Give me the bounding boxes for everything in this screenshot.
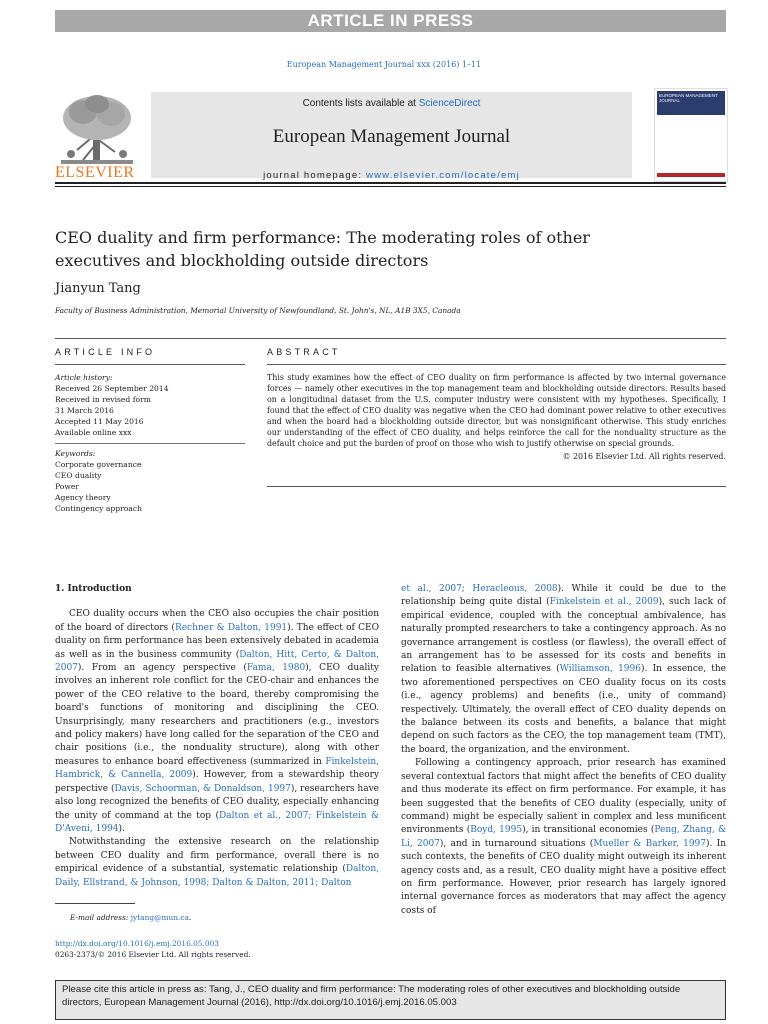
- article-info-heading: ARTICLE INFO: [55, 347, 156, 357]
- doi-link[interactable]: http://dx.doi.org/10.1016/j.emj.2016.05.003: [55, 939, 219, 948]
- reference-link[interactable]: Boyd, 1995: [470, 825, 523, 836]
- history-item: Received 26 September 2014: [55, 384, 169, 393]
- history-item: Available online xxx: [55, 428, 132, 437]
- reference-link[interactable]: Finkelstein et al., 2009: [549, 597, 659, 608]
- abstract-body: [267, 372, 726, 462]
- reference-link[interactable]: Rechner & Dalton, 1991: [174, 622, 288, 633]
- reference-link[interactable]: Davis, Schoorman, & Donaldson, 1997: [114, 783, 291, 794]
- homepage-line: journal homepage: www.elsevier.com/locate/emj: [263, 170, 520, 181]
- section-heading-introduction: 1. Introduction: [55, 584, 132, 594]
- reference-link[interactable]: Williamson, 1996: [559, 664, 641, 675]
- body-paragraph: Following a contingency approach, prior research has examined several contextual factors that might affect the benefits of CEO duality and thus moderate its effect on firm performance. For example, it has been suggested that the benefits of CEO duality (especially, unity of command) might be especially salient in complex and less munificent environments (Boyd, 1995), in transitional economies (Peng, Zhang, & Li, 2007), and in turnaround situations (Mueller & Barker, 1997). In such contexts, the benefits of CEO duality might outweigh its inherent agency costs and, as a result, CEO duality might have a positive effect on firm performance. However, prior research has largely ignored internal governance forces as moderators that may affect the agency costs of: [401, 758, 727, 916]
- body-column-left: [55, 583, 379, 890]
- journal-citation-link[interactable]: European Management Journal xxx (2016) 1–11: [286, 60, 482, 69]
- author-affiliation: Faculty of Business Administration, Memorial University of Newfoundland, St. John's, NL, A1B 3X5, Canada: [55, 306, 461, 315]
- issn-line: 0263-2373/© 2016 Elsevier Ltd. All rights reserved.: [55, 950, 251, 959]
- section-divider: [55, 338, 726, 339]
- body-paragraph: Notwithstanding the extensive research on the relationship between CEO duality and firm performance, overall there is no empirical evidence of a substantial, systematic relationship (Dalton, Daily, Ellstrand, & Johnson, 1998; Dalton & Dalton, 2011; Dalton: [55, 837, 379, 888]
- abstract-text: This study examines how the effect of CEO duality on firm performance is affected by two internal governance forces — namely other executives in the top management team and blockholding outside directors. Results based on a longitudinal dataset from the U.S. computer industry were consistent with my hypotheses. Specifically, I found that the effect of CEO duality was negative when the CEO had dominant power relative to other executives and when the board had a blockholding outside director, but was nonsignificant otherwise. This study enriches our understanding of the effect of CEO duality, and helps reinforce the call for the nonduality structure as the default choice and put the burden of proof on those who wish to justify otherwise on special grounds.: [267, 373, 726, 448]
- footnote-divider: [55, 903, 135, 904]
- history-label: Article history:: [55, 373, 113, 382]
- keyword-item: CEO duality: [55, 471, 102, 480]
- reference-link[interactable]: Mueller & Barker, 1997: [593, 838, 707, 849]
- history-item: Accepted 11 May 2016: [55, 417, 144, 426]
- article-info-divider: [55, 364, 245, 365]
- journal-homepage-link[interactable]: www.elsevier.com/locate/emj: [366, 170, 520, 181]
- journal-header: [55, 86, 726, 182]
- author-name[interactable]: Jianyun Tang: [55, 281, 141, 296]
- info-divider: [55, 443, 245, 444]
- abstract-bottom-divider: [267, 486, 726, 487]
- sciencedirect-link[interactable]: ScienceDirect: [418, 98, 481, 109]
- doi-block: [55, 938, 251, 960]
- citation-notice-box: Please cite this article in press as: Tang, J., CEO duality and firm performance: The moderating roles of other executives and blockholding outside directors, European Management Journal (2016), http://dx.doi.org/10.1016/j.emj.2016.05.003: [55, 980, 726, 1020]
- cover-title: EUROPEAN MANAGEMENT JOURNAL: [657, 91, 725, 115]
- contents-line: Contents lists available at ScienceDirect: [302, 98, 481, 109]
- keyword-item: Contingency approach: [55, 504, 142, 513]
- reference-link[interactable]: Finkelstein, Hambrick, & Cannella, 2009: [55, 756, 379, 781]
- header-divider-thin: [55, 186, 726, 187]
- journal-info-box: [151, 92, 632, 181]
- cover-stripe: [657, 173, 725, 177]
- author-email-footnote: E-mail address: jytang@mun.ca.: [70, 913, 192, 922]
- keywords-label: Keywords:: [55, 449, 96, 458]
- abstract-heading: ABSTRACT: [267, 347, 341, 357]
- header-divider: [55, 182, 726, 184]
- reference-link[interactable]: Dalton et al., 2007; Finkelstein & D'Aveni, 1994: [55, 810, 379, 834]
- body-column-right: [401, 583, 726, 918]
- history-item: Received in revised form: [55, 395, 151, 404]
- keyword-item: Agency theory: [55, 493, 111, 502]
- article-in-press-banner: ARTICLE IN PRESS: [55, 10, 726, 32]
- article-info-panel: [55, 372, 245, 514]
- elsevier-wordmark: ELSEVIER: [55, 164, 135, 181]
- reference-link[interactable]: Dalton, Hitt, Certo, & Dalton, 2007: [55, 649, 379, 674]
- reference-link[interactable]: Dalton, Daily, Ellstrand, & Johnson, 1998; Dalton & Dalton, 2011; Dalton: [55, 864, 379, 888]
- journal-name: European Management Journal: [272, 126, 511, 147]
- keyword-item: Power: [55, 482, 79, 491]
- reference-link[interactable]: Fama, 1980: [246, 663, 306, 674]
- article-title: CEO duality and firm performance: The moderating roles of other executives and blockholding outside directors: [55, 228, 590, 270]
- journal-cover-thumbnail[interactable]: [654, 88, 728, 182]
- reference-link[interactable]: et al., 2007; Heracleous, 2008: [401, 584, 558, 594]
- reference-link[interactable]: Peng, Zhang, & Li, 2007: [401, 825, 726, 849]
- body-paragraph: et al., 2007; Heracleous, 2008). While it could be due to the relationship being quite distal (Finkelstein et al., 2009), such lack of empirical evidence, coupled with the conceptual ambivalence, has naturally prompted researchers to take a contingency approach. As no governance arrangement is costless (or flawless), the overall effect of an arrangement has to be assessed for its costs and benefits in relation to feasible alternatives (Williamson, 1996). In essence, the two aforementioned perspectives on CEO duality focus on its costs (i.e., agency problems) and benefits (i.e., unity of command) respectively. Ultimately, the overall effect of CEO duality depends on the balance between its costs and benefits, a balance that might depend on such factors as the CEO, the top management team (TMT), the board, the organization, and the environment.: [401, 584, 727, 755]
- abstract-copyright: © 2016 Elsevier Ltd. All rights reserved.: [562, 452, 726, 461]
- history-item: 31 March 2016: [55, 406, 114, 415]
- abstract-divider: [267, 364, 726, 365]
- author-email-link[interactable]: jytang@mun.ca: [130, 913, 189, 922]
- keyword-item: Corporate governance: [55, 460, 142, 469]
- body-paragraph: CEO duality occurs when the CEO also occupies the chair position of the board of directors (Rechner & Dalton, 1991). The effect of CEO duality on firm performance has been extensively debated in academia as well as in the business community (Dalton, Hitt, Certo, & Dalton, 2007). From an agency perspective (Fama, 1980), CEO duality involves an inherent role conflict for the CEO-chair and enhances the power of the CEO relative to the board, thereby compromising the board's functions of monitoring and disciplining the CEO. Unsurprisingly, many researchers and practitioners (e.g., investors and policy makers) have long called for the separation of the CEO and chair positions (i.e., the nonduality structure), along with other measures to enhance board effectiveness (summarized in Finkelstein, Hambrick, & Cannella, 2009). However, from a stewardship theory perspective (Davis, Schoorman, & Donaldson, 1997), researchers have also long recognized the benefits of CEO duality, especially enhancing the unity of command at the top (Dalton et al., 2007; Finkelstein & D'Aveni, 1994).: [55, 609, 380, 834]
